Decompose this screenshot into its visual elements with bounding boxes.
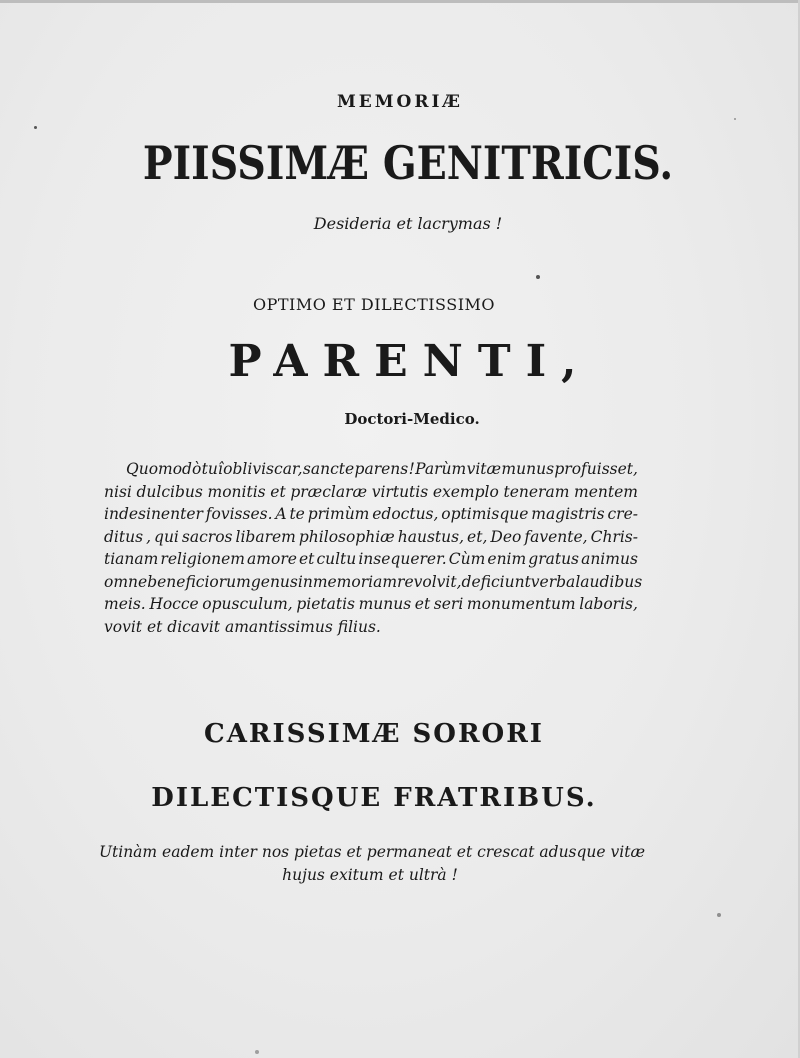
paragraph-word: memoriam (312, 572, 398, 591)
paragraph-word: magistris (531, 505, 605, 523)
paragraph-word: Cùm (448, 550, 486, 568)
paragraph-word: favente, (524, 527, 588, 546)
dedication-memoriae: MEMORIÆ (336, 92, 464, 112)
paragraph-word: animus (581, 550, 638, 568)
paper-speck (536, 275, 540, 279)
paragraph-word: gratus (528, 550, 580, 568)
paragraph-word: religionem (160, 550, 245, 568)
dedication-parenti: PARENTI, (228, 336, 592, 387)
paragraph-word: ! (408, 460, 415, 478)
paragraph-word: vovit et dicavit amantissimus filius. (104, 617, 381, 636)
paragraph-word: , (146, 527, 151, 546)
paragraph-word: præclaræ (290, 482, 368, 501)
paragraph-word: pietatis (296, 595, 355, 613)
paragraph-word: meis. (104, 595, 146, 613)
paragraph-word: laboris, (579, 595, 638, 613)
paragraph-line (104, 481, 638, 504)
paragraph-word: vitæ (466, 460, 502, 478)
paper-speck (734, 118, 736, 120)
paragraph-word: Chris- (590, 527, 638, 546)
paragraph-word: munus (501, 460, 555, 478)
paragraph-word: parens (354, 460, 409, 478)
paragraph-word: laudibus (575, 572, 643, 591)
paragraph-word: te (289, 505, 305, 523)
paragraph-word: philosophiæ (298, 527, 395, 546)
paragraph-word: primùm (307, 505, 370, 523)
paragraph-word: monumentum (466, 595, 576, 613)
paragraph-word: opusculum, (202, 595, 293, 613)
paragraph-word: virtutis (371, 482, 429, 501)
paragraph-word: Hocce (149, 595, 199, 613)
paragraph-word: ditus (104, 527, 144, 546)
paragraph-word: et (270, 482, 286, 501)
siblings-wish-line-1: Utinàm eadem inter nos pietas et permaneat et crescat adusque vitæ (98, 843, 646, 861)
paper-speck (34, 126, 37, 129)
siblings-wish-line-2: hujus exitum et ultrà ! (282, 866, 458, 884)
paper-speck (255, 1050, 259, 1054)
dedication-body-paragraph (104, 458, 643, 638)
paragraph-word: Quomodò (126, 460, 202, 478)
paragraph-word: fovisses. (205, 505, 273, 523)
paragraph-word: indesinenter (104, 505, 203, 523)
paragraph-word: haustus, (397, 527, 465, 546)
paragraph-word: deficiunt (461, 572, 531, 591)
paragraph-word: amore (247, 550, 297, 568)
paragraph-word: obliviscar, (223, 460, 303, 478)
paragraph-word: dulcibus (136, 482, 203, 501)
paragraph-line (104, 571, 643, 594)
paragraph-word: nisi (104, 482, 132, 501)
paragraph-word: teneram (503, 482, 570, 501)
paragraph-word: enim (487, 550, 527, 568)
paragraph-word: cre- (607, 505, 638, 523)
dedication-subtitle: Desideria et lacrymas ! (313, 214, 503, 233)
paragraph-word: profuisset, (554, 460, 638, 478)
paragraph-line (104, 593, 638, 616)
paragraph-word: genus (250, 572, 298, 591)
paragraph-word: beneficiorum (147, 572, 251, 591)
paragraph-word: exemplo (432, 482, 499, 501)
siblings-sorori-heading: CARISSIMÆ SORORI (204, 719, 544, 749)
paragraph-word: verba (530, 572, 576, 591)
dedication-optimo: OPTIMO ET DILECTISSIMO (252, 295, 496, 314)
paper-speck (717, 913, 721, 917)
paragraph-word: A (275, 505, 287, 523)
paragraph-word: edoctus, (372, 505, 439, 523)
paragraph-word: Deo (490, 527, 522, 546)
page-top-edge (0, 0, 800, 3)
paragraph-word: sacros (181, 527, 233, 546)
paragraph-line (104, 548, 638, 571)
paragraph-word: mentem (574, 482, 638, 501)
paragraph-word: libarem (235, 527, 296, 546)
paragraph-word: et, (467, 527, 488, 546)
paragraph-word: tuî (201, 460, 223, 478)
paragraph-word: in (297, 572, 313, 591)
dedication-doctori: Doctori-Medico. (344, 410, 480, 428)
paragraph-word: Parùm (415, 460, 467, 478)
paragraph-word: munus (358, 595, 412, 613)
paragraph-word: qui (154, 527, 179, 546)
paragraph-word: optimisque (441, 505, 529, 523)
dedication-title: PIISSIMÆ GENITRICIS. (142, 136, 674, 190)
paragraph-word: cultu (316, 550, 357, 568)
paragraph-word: monitis (207, 482, 266, 501)
paragraph-word: et (298, 550, 315, 568)
paragraph-word: seri (433, 595, 464, 613)
siblings-fratribus-heading: DILECTISQUE FRATRIBUS. (151, 783, 597, 813)
paragraph-word: omne (104, 572, 148, 591)
paragraph-word: et (414, 595, 431, 613)
paragraph-word: sancte (302, 460, 355, 478)
paragraph-line (104, 526, 638, 549)
paragraph-line (104, 458, 638, 481)
paragraph-line (104, 616, 638, 639)
paragraph-word: revolvit, (397, 572, 462, 591)
paragraph-word: tianam (104, 550, 159, 568)
paragraph-word: insequerer. (358, 550, 447, 568)
paragraph-line (104, 503, 638, 526)
